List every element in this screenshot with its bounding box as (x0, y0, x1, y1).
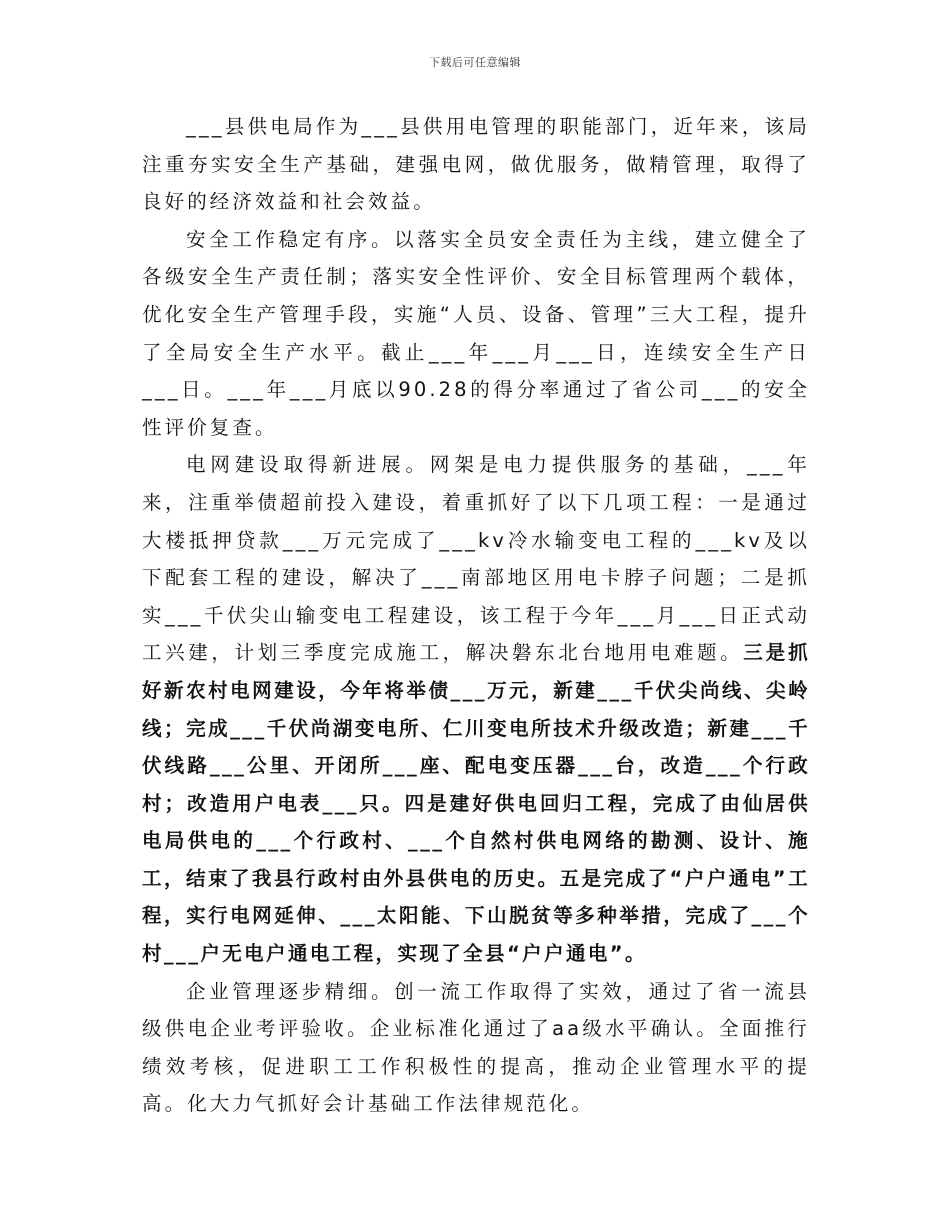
document-body (142, 108, 810, 1123)
page-header: 下载后可任意编辑 (429, 56, 521, 69)
paragraph-intro-text: ___县供电局作为___县供用电管理的职能部门，近年来，该局注重夯实安全生产基础，建强电网，做优服务，做精管理，取得了良好的经济效益和社会效益。 (142, 115, 810, 214)
paragraph-intro (142, 108, 810, 221)
paragraph-grid-text: 电网建设取得新进展。网架是电力提供服务的基础，___年来，注重举债超前投入建设，着重抓好了以下几项工程：一是通过大楼抵押贷款___万元完成了___kv冷水输变电工程的___kv及以下配套工程的建设，解决了___南部地区用电卡脖子问题；二是抓实___千伏尖山输变电工程建设，该工程于今年___月___日正式动工兴建，计划三季度完成施工，解决磐东北台地用电难题。 (142, 453, 810, 665)
paragraph-safety (142, 221, 810, 447)
paragraph-management-text: 企业管理逐步精细。创一流工作取得了实效，通过了省一流县级供电企业考评验收。企业标准化通过了aa级水平确认。全面推行绩效考核，促进职工工作积极性的提高，推动企业管理水平的提高。化大力气抓好会计基础工作法律规范化。 (142, 979, 810, 1116)
paragraph-grid-construction (142, 446, 810, 972)
paragraph-safety-text: 安全工作稳定有序。以落实全员安全责任为主线，建立健全了各级安全生产责任制；落实安全性评价、安全目标管理两个载体，优化安全生产管理手段，实施“人员、设备、管理”三大工程，提升了全局安全生产水平。截止___年___月___日，连续安全生产日___日。___年___月底以90.28的得分率通过了省公司___的安全性评价复查。 (142, 227, 810, 439)
paragraph-management (142, 973, 810, 1123)
paragraph-grid-bold-text: 三是抓好新农村电网建设，今年将举债___万元，新建___千伏尖尚线、尖岭线；完成___千伏尚湖变电所、仁川变电所技术升级改造；新建___千伏线路___公里、开闭所___座、配电变压器___台，改造___个行政村；改造用户电表___只。四是建好供电回归工程，完成了由仙居供电局供电的___个行政村、___个自然村供电网络的勘测、设计、施工，结束了我县行政村由外县供电的历史。五是完成了“户户通电”工程，实行电网延伸、___太阳能、下山脱贫等多种举措，完成了___个村___户无电户通电工程，实现了全县“户户通电”。 (142, 641, 810, 966)
